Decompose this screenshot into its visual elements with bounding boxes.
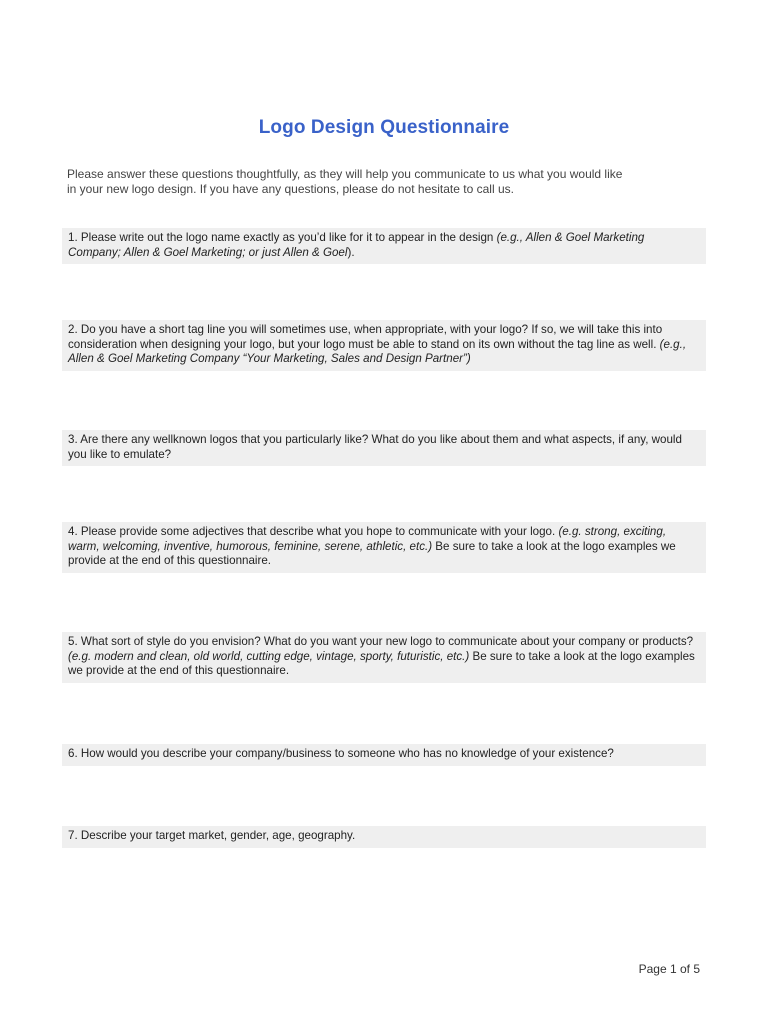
- question-7: [62, 826, 706, 848]
- question-5-example: (e.g. modern and clean, old world, cutting edge, vintage, sporty, futuristic, etc.): [68, 649, 470, 663]
- question-2-text: 2. Do you have a short tag line you will sometimes use, when appropriate, with your logo? If so, we will take this into consideration when designing your logo, but your logo must be able to stand on its own without the tag line as well.: [68, 323, 663, 351]
- intro-line-1: Please answer these questions thoughtfully, as they will help you communicate to us what you would like: [67, 167, 623, 181]
- question-7-text: 7. Describe your target market, gender, age, geography.: [68, 829, 356, 842]
- question-1-text: 1. Please write out the logo name exactly as you’d like for it to appear in the design: [68, 231, 497, 244]
- question-3: [62, 430, 706, 466]
- question-4-text: 4. Please provide some adjectives that describe what you hope to communicate with your logo.: [68, 525, 559, 538]
- question-2-example: (e.g., Allen & Goel Marketing Company “Your Marketing, Sales and Design Partner”): [68, 337, 687, 366]
- question-1: [62, 228, 706, 264]
- intro-line-2: in your new logo design. If you have any questions, please do not hesitate to call us.: [67, 182, 514, 196]
- page-number: Page 1 of 5: [638, 962, 700, 976]
- intro-paragraph: [67, 167, 677, 197]
- question-4-after: Be sure to take a look at the logo examples we provide at the end of this questionnaire.: [68, 539, 676, 568]
- page-title: Logo Design Questionnaire: [258, 117, 510, 138]
- question-5-after: Be sure to take a look at the logo examples we provide at the end of this questionnaire.: [68, 649, 695, 678]
- question-4: [62, 522, 706, 573]
- question-4-example: (e.g. strong, exciting, warm, welcoming, inventive, humorous, feminine, serene, athletic, etc.): [68, 525, 667, 553]
- question-6-text: 6. How would you describe your company/business to someone who has no knowledge of your existence?: [68, 747, 614, 760]
- question-2: [62, 320, 706, 371]
- question-5-text: 5. What sort of style do you envision? What do you want your new logo to communicate about your company or products?: [68, 635, 694, 648]
- question-5: [62, 632, 706, 683]
- question-1-example: (e.g., Allen & Goel Marketing Company; Allen & Goel Marketing; or just Allen & Goel: [68, 231, 645, 259]
- question-3-text: 3. Are there any wellknown logos that you particularly like? What do you like about them and what aspects, if any, would you like to emulate?: [68, 433, 682, 461]
- question-1-after: ).: [347, 245, 355, 259]
- question-6: [62, 744, 706, 766]
